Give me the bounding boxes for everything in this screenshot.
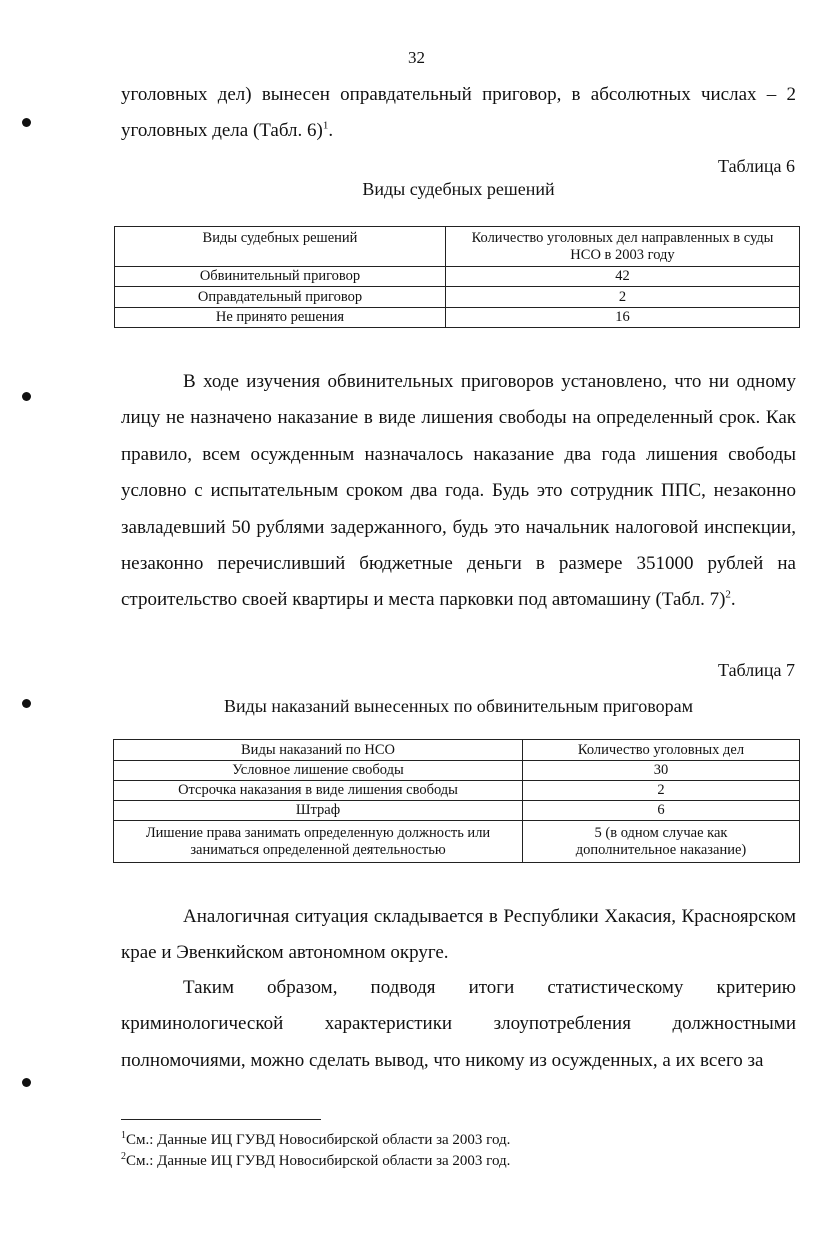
footnote-1: $^1$См.: Данные ИЦ ГУВД Новосибирской области за 2003 год. [121, 1130, 511, 1148]
intro-line-2: уголовных дела (Табл. 6)$^1$. [121, 119, 334, 141]
table-header-row [114, 740, 800, 761]
table-cell: Обвинительный приговор [115, 267, 446, 287]
table-cell: Оправдательный приговор [115, 287, 446, 308]
table-cell: Отсрочка наказания в виде лишения свободы [114, 781, 523, 801]
intro-line-1: уголовных дел) вынесен оправдательный приговор, в абсолютных числах – 2 [121, 84, 796, 105]
table-7-caption: Виды наказаний вынесенных по обвинительным приговорам [223, 696, 693, 716]
footnote-ref-2: 2 [725, 589, 731, 602]
table-header-cell: Виды наказаний по НСО [114, 740, 523, 761]
footnote-2: $^2$См.: Данные ИЦ ГУВД Новосибирской области за 2003 год. [121, 1151, 511, 1169]
binder-hole-dot [22, 392, 31, 401]
table-cell: Не принято решения [115, 308, 446, 328]
table-6-label: Таблица 6 [718, 156, 795, 176]
table-cell: Штраф [114, 801, 523, 821]
table-row [114, 801, 800, 821]
binder-hole-dot [22, 118, 31, 127]
paragraph-similar-situation: Аналогичная ситуация складывается в Республики Хакасия, Красноярском крае и Эвенкийском автономном округе. [121, 906, 796, 964]
table-cell: 30 [523, 761, 800, 781]
binder-hole-dot [22, 1078, 31, 1087]
table-row [114, 821, 800, 863]
table-header-row [115, 227, 800, 267]
page-number: 32 [408, 48, 425, 67]
table-cell: Лишение права занимать определенную должность или заниматься определенной деятельностью [114, 821, 523, 863]
table-6 [114, 226, 800, 328]
table-header-cell: Виды судебных решений [115, 227, 446, 267]
table-cell: 42 [446, 267, 800, 287]
table-row [114, 781, 800, 801]
table-header-cell: Количество уголовных дел [523, 740, 800, 761]
table-cell: 16 [446, 308, 800, 328]
table-cell: 2 [446, 287, 800, 308]
table-row [114, 761, 800, 781]
table-header-cell: Количество уголовных дел направленных в суды НСО в 2003 году [446, 227, 800, 267]
footnote-divider [121, 1119, 321, 1120]
table-row [115, 287, 800, 308]
table-6-caption: Виды судебных решений [362, 179, 555, 199]
paragraph-conclusion: Таким образом, подводя итоги статистическому критерию криминологической характеристики злоупотребления должностными полномочиями, можно сделать вывод, что никому из осужденных, а их всего за [121, 977, 796, 1071]
table-7-label: Таблица 7 [718, 660, 795, 680]
table-cell: 2 [523, 781, 800, 801]
table-row [115, 267, 800, 287]
table-cell: Условное лишение свободы [114, 761, 523, 781]
table-cell: 6 [523, 801, 800, 821]
table-row [115, 308, 800, 328]
table-7 [113, 739, 800, 863]
binder-hole-dot [22, 699, 31, 708]
paragraph-sentences: В ходе изучения обвинительных приговоров установлено, что ни одному лицу не назначено наказание в виде лишения свободы на определенный срок. Как правило, всем осужденным назначалось наказание два года лишения свободы условно с испытательным сроком два года. Будь это сотрудник ППС, незаконно завладевший 50 рублями задержанного, будь это начальник налоговой инспекции, незаконно перечисливший бюджетные деньги в размере 351000 рублей на строительство своей квартиры и места парковки под автомашину (Табл. 7)$^2$. [121, 371, 796, 611]
table-cell: 5 (в одном случае как дополнительное наказание) [523, 821, 800, 863]
footnote-ref-1: 1 [322, 119, 329, 132]
